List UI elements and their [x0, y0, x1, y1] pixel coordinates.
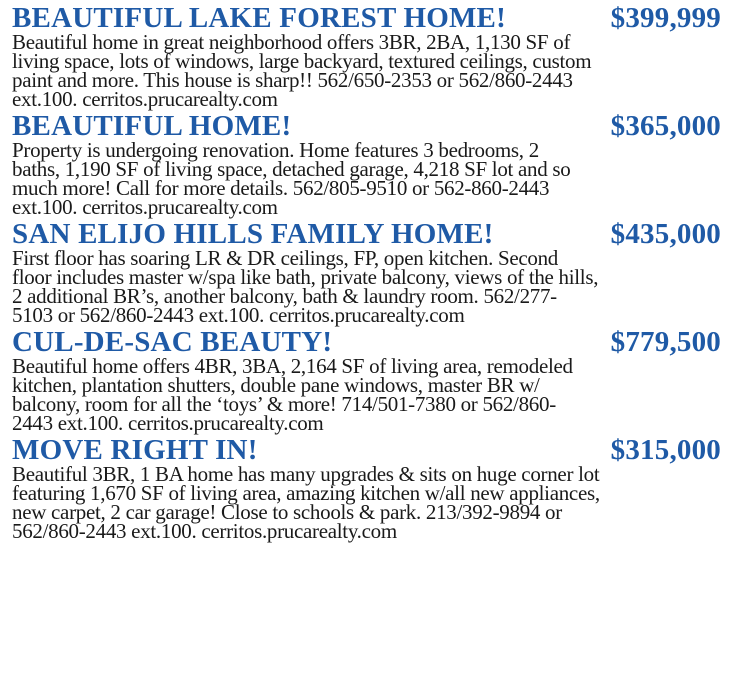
description-line: Beautiful home offers 4BR, 3BA, 2,164 SF of living area, remodeled — [12, 354, 573, 378]
listing-description — [12, 354, 721, 435]
description-line: new carpet, 2 car garage! Close to schools & park. 213/392-9894 or — [12, 500, 562, 524]
listing-price: $399,999 — [610, 2, 721, 34]
listing-header — [12, 435, 721, 465]
description-line: Beautiful 3BR, 1 BA home has many upgrades & sits on huge corner lot — [12, 462, 600, 486]
description-line: kitchen, plantation shutters, double pane windows, master BR w/ — [12, 373, 540, 397]
listing-cul-de-sac-beauty — [12, 327, 721, 435]
listing-description — [12, 462, 721, 543]
listing-title: BEAUTIFUL LAKE FOREST HOME! — [12, 2, 506, 34]
description-line: First floor has soaring LR & DR ceilings, FP, open kitchen. Second — [12, 246, 558, 270]
description-line: Property is undergoing renovation. Home features 3 bedrooms, 2 — [12, 138, 539, 162]
listing-header — [12, 327, 721, 357]
description-line: ext.100. cerritos.prucarealty.com — [12, 87, 278, 111]
description-line: 562/860-2443 ext.100. cerritos.prucarealty.com — [12, 519, 397, 543]
description-line: living space, lots of windows, large backyard, textured ceilings, custom — [12, 49, 592, 73]
listing-header — [12, 3, 721, 33]
description-line: much more! Call for more details. 562/805-9510 or 562-860-2443 — [12, 176, 550, 200]
listing-description — [12, 246, 721, 327]
listing-price: $779,500 — [610, 326, 721, 358]
listing-title: BEAUTIFUL HOME! — [12, 110, 292, 142]
listing-header — [12, 111, 721, 141]
listing-price: $365,000 — [610, 110, 721, 142]
description-line: Beautiful home in great neighborhood offers 3BR, 2BA, 1,130 SF of — [12, 30, 571, 54]
listing-header — [12, 219, 721, 249]
listing-title: SAN ELIJO HILLS FAMILY HOME! — [12, 218, 494, 250]
listing-description — [12, 30, 721, 111]
description-line: 5103 or 562/860-2443 ext.100. cerritos.prucarealty.com — [12, 303, 465, 327]
listing-san-elijo-hills — [12, 219, 721, 327]
listing-move-right-in — [12, 435, 721, 543]
description-line: 2443 ext.100. cerritos.prucarealty.com — [12, 411, 324, 435]
listing-beautiful-home — [12, 111, 721, 219]
description-line: baths, 1,190 SF of living space, detached garage, 4,218 SF lot and so — [12, 157, 571, 181]
description-line: balcony, room for all the ‘toys’ & more! 714/501-7380 or 562/860- — [12, 392, 556, 416]
description-line: 2 additional BR’s, another balcony, bath & laundry room. 562/277- — [12, 284, 557, 308]
listing-price: $435,000 — [610, 218, 721, 250]
description-line: ext.100. cerritos.prucarealty.com — [12, 195, 278, 219]
listing-lake-forest-home — [12, 3, 721, 111]
listing-title: CUL-DE-SAC BEAUTY! — [12, 326, 333, 358]
listing-price: $315,000 — [610, 434, 721, 466]
description-line: floor includes master w/spa like bath, private balcony, views of the hills, — [12, 265, 599, 289]
description-line: featuring 1,670 SF of living area, amazing kitchen w/all new appliances, — [12, 481, 600, 505]
listing-title: MOVE RIGHT IN! — [12, 434, 258, 466]
description-line: paint and more. This house is sharp!! 562/650-2353 or 562/860-2443 — [12, 68, 573, 92]
listing-description — [12, 138, 721, 219]
